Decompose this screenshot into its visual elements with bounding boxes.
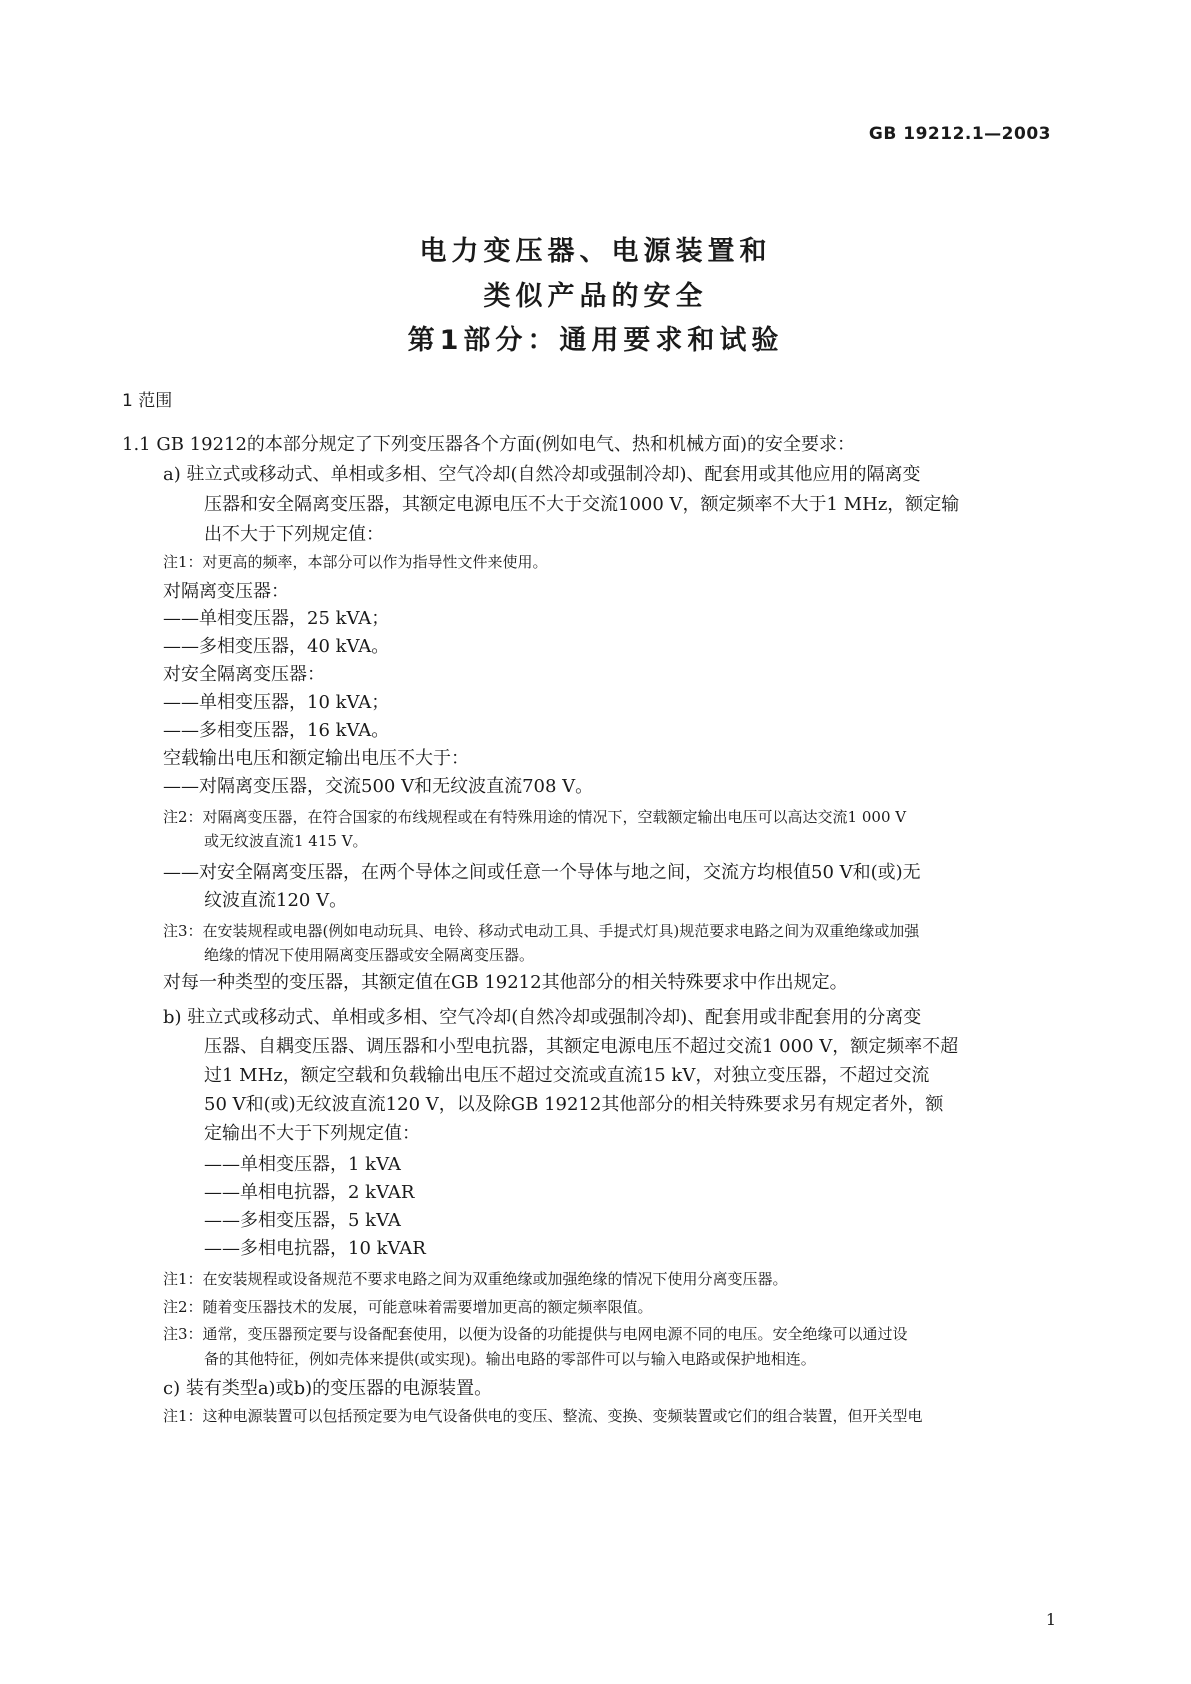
note-3-line-2: 绝缘的情况下使用隔离变压器或安全隔离变压器。 (204, 946, 535, 964)
note-3-line-1: 注3：通常，变压器预定要与设备配套使用，以便为设备的功能提供与电网电源不同的电压。安全绝缘可以通过设 (163, 1325, 908, 1343)
item-b-line-3: 过1 MHz，额定空载和负载输出电压不超过交流或直流15 kV，对独立变压器，不超过交流 (204, 1065, 930, 1086)
list-item: ——单相电抗器，2 kVAR (204, 1182, 415, 1203)
item-b-line-2: 压器、自耦变压器、调压器和小型电抗器，其额定电源电压不超过交流1 000 V，额定频率不超 (204, 1036, 959, 1057)
note-1: 注1：对更高的频率，本部分可以作为指导性文件来使用。 (163, 553, 548, 571)
note-2: 注2：随着变压器技术的发展，可能意味着需要增加更高的额定频率限值。 (163, 1298, 653, 1316)
title-line-3: 第1部分：通用要求和试验 (407, 325, 784, 356)
note-3-line-2: 备的其他特征，例如壳体来提供(或实现)。输出电路的零部件可以与输入电路或保护地相连。 (204, 1350, 816, 1368)
item-b-line-4: 50 V和(或)无纹波直流120 V，以及除GB 19212其他部分的相关特殊要求另有规定者外，额 (204, 1094, 944, 1115)
section-heading: 1 范围 (122, 391, 173, 411)
note-2-line-1: 注2：对隔离变压器，在符合国家的布线规程或在有特殊用途的情况下，空载额定输出电压可以高达交流1 000 V (163, 808, 907, 826)
item-b-line-5: 定输出不大于下列规定值： (204, 1123, 420, 1144)
body-text: 空载输出电压和额定输出电压不大于： (163, 748, 469, 769)
item-c: c) 装有类型a)或b)的变压器的电源装置。 (163, 1378, 493, 1399)
body-text: 对隔离变压器： (163, 581, 289, 602)
list-item: ——对安全隔离变压器，在两个导体之间或任意一个导体与地之间，交流方均根值50 V和(或)无 (163, 862, 921, 883)
list-item: ——对隔离变压器，交流500 V和无纹波直流708 V。 (163, 776, 594, 797)
note-2-line-2: 或无纹波直流1 415 V。 (204, 832, 368, 850)
item-a-line-3: 出不大于下列规定值： (204, 524, 384, 545)
list-item: ——单相变压器，1 kVA (204, 1154, 401, 1175)
list-item: ——多相变压器，40 kVA。 (163, 636, 390, 657)
body-text: 对每一种类型的变压器，其额定值在GB 19212其他部分的相关特殊要求中作出规定。 (163, 972, 848, 993)
note-1: 注1：这种电源装置可以包括预定要为电气设备供电的变压、整流、变换、变频装置或它们的组合装置，但开关型电 (163, 1407, 923, 1425)
list-item: ——多相变压器，5 kVA (204, 1210, 401, 1231)
list-item: ——单相变压器，10 kVA； (163, 692, 390, 713)
list-item: ——单相变压器，25 kVA； (163, 608, 390, 629)
list-item: ——多相变压器，16 kVA。 (163, 720, 390, 741)
title-line-1: 电力变压器、电源装置和 (419, 236, 772, 267)
note-1: 注1：在安装规程或设备规范不要求电路之间为双重绝缘或加强绝缘的情况下使用分离变压器。 (163, 1270, 788, 1288)
standard-code: GB 19212.1—2003 (868, 124, 1051, 144)
list-item: ——多相电抗器，10 kVAR (204, 1238, 426, 1259)
body-text: 对安全隔离变压器： (163, 664, 325, 685)
page-number: 1 (1045, 1610, 1056, 1629)
item-a-line-1: a) 驻立式或移动式、单相或多相、空气冷却(自然冷却或强制冷却)、配套用或其他应用的隔离变 (163, 464, 921, 485)
note-3-line-1: 注3：在安装规程或电器(例如电动玩具、电铃、移动式电动工具、手提式灯具)规范要求电路之间为双重绝缘或加强 (163, 922, 920, 940)
title-line-2: 类似产品的安全 (483, 281, 708, 312)
clause-1-1: 1.1 GB 19212的本部分规定了下列变压器各个方面(例如电气、热和机械方面)的安全要求： (122, 434, 855, 455)
item-a-line-2: 压器和安全隔离变压器，其额定电源电压不大于交流1000 V，额定频率不大于1 MHz，额定输 (204, 494, 960, 515)
list-item-continued: 纹波直流120 V。 (204, 890, 348, 911)
item-b-line-1: b) 驻立式或移动式、单相或多相、空气冷却(自然冷却或强制冷却)、配套用或非配套用的分离变 (163, 1007, 922, 1028)
